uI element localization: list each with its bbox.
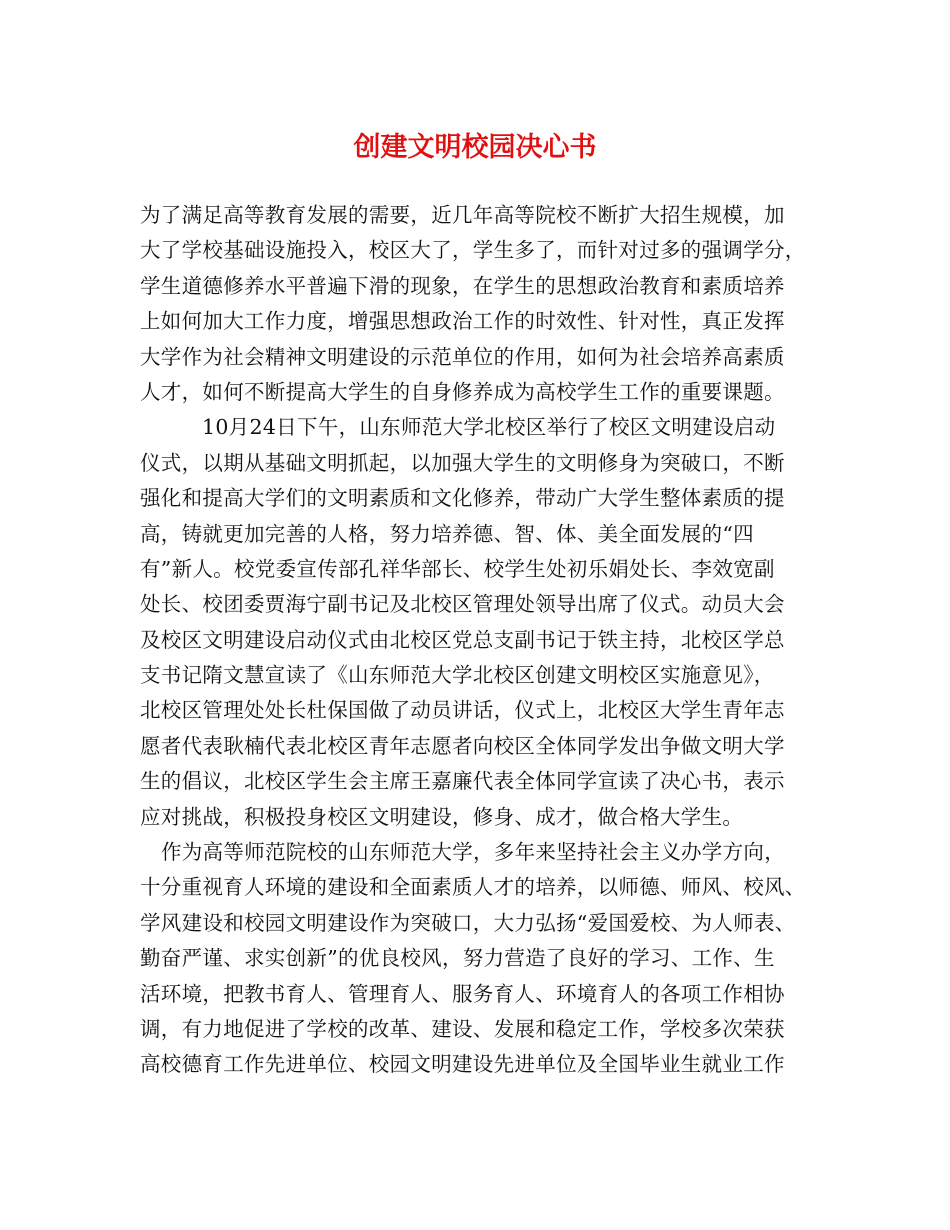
paragraph-1-line: 大了学校基础设施投入，校区大了，学生多了，而针对过多的强调学分， bbox=[140, 238, 806, 263]
paragraph-3-line: 十分重视育人环境的建设和全面素质人才的培养，以师德、师风、校风、 bbox=[140, 875, 806, 900]
paragraph-1-line: 大学作为社会精神文明建设的示范单位的作用，如何为社会培养高素质 bbox=[140, 344, 785, 369]
paragraph-1-line: 为了满足高等教育发展的需要，近几年高等院校不断扩大招生规模，加 bbox=[140, 203, 785, 227]
paragraph-2-line: 应对挑战，积极投身校区文明建设，修身、成才，做合格大学生。 bbox=[140, 804, 744, 829]
document-title: 创建文明校园决心书 bbox=[353, 132, 597, 163]
paragraph-2-line: 10月24日下午，山东师范大学北校区举行了校区文明建设启动 bbox=[202, 415, 776, 440]
paragraph-3-line: 勤奋严谨、求实创新”的优良校风，努力营造了良好的学习、工作、生 bbox=[140, 946, 775, 971]
document-body bbox=[140, 198, 830, 1083]
paragraph-2-line: 生的倡议，北校区学生会主席王嘉廉代表全体同学宣读了决心书，表示 bbox=[140, 769, 785, 794]
paragraph-2-line: 支书记隋文慧宣读了《山东师范大学北校区创建文明校区实施意见》， bbox=[140, 663, 775, 688]
paragraph-2-line: 有”新人。校党委宣传部孔祥华部长、校学生处初乐娟处长、李效宽副 bbox=[140, 556, 775, 581]
paragraph-3-line: 作为高等师范院校的山东师范大学，多年来坚持社会主义办学方向， bbox=[161, 840, 785, 865]
paragraph-1-line: 学生道德修养水平普遍下滑的现象，在学生的思想政治教育和素质培养 bbox=[140, 273, 785, 298]
paragraph-2-line: 愿者代表耿楠代表北校区青年志愿者向校区全体同学发出争做文明大学 bbox=[140, 733, 785, 758]
paragraph-1-line: 人才，如何不断提高大学生的自身修养成为高校学生工作的重要课题。 bbox=[140, 379, 785, 404]
paragraph-2-line: 仪式，以期从基础文明抓起，以加强大学生的文明修身为突破口，不断 bbox=[140, 450, 785, 475]
paragraph-1-line: 上如何加大工作力度，增强思想政治工作的时效性、针对性，真正发挥 bbox=[140, 309, 785, 334]
paragraph-3-line: 高校德育工作先进单位、校园文明建设先进单位及全国毕业生就业工作 bbox=[140, 1052, 785, 1077]
paragraph-2-line: 及校区文明建设启动仪式由北校区党总支副书记于铁主持，北校区学总 bbox=[140, 627, 785, 652]
paragraph-3-line: 活环境，把教书育人、管理育人、服务育人、环境育人的各项工作相协 bbox=[140, 981, 785, 1006]
paragraph-2-line: 北校区管理处处长杜保国做了动员讲话，仪式上，北校区大学生青年志 bbox=[140, 698, 785, 723]
paragraph-2-line: 强化和提高大学们的文明素质和文化修养，带动广大学生整体素质的提 bbox=[140, 486, 785, 511]
paragraph-2-line: 高，铸就更加完善的人格，努力培养德、智、体、美全面发展的“四 bbox=[140, 521, 754, 546]
paragraph-2-line: 处长、校团委贾海宁副书记及北校区管理处领导出席了仪式。动员大会 bbox=[140, 592, 785, 617]
paragraph-3-line: 调，有力地促进了学校的改革、建设、发展和稳定工作，学校多次荣获 bbox=[140, 1016, 785, 1041]
paragraph-3-line: 学风建设和校园文明建设作为突破口，大力弘扬“爱国爱校、为人师表、 bbox=[140, 910, 796, 935]
